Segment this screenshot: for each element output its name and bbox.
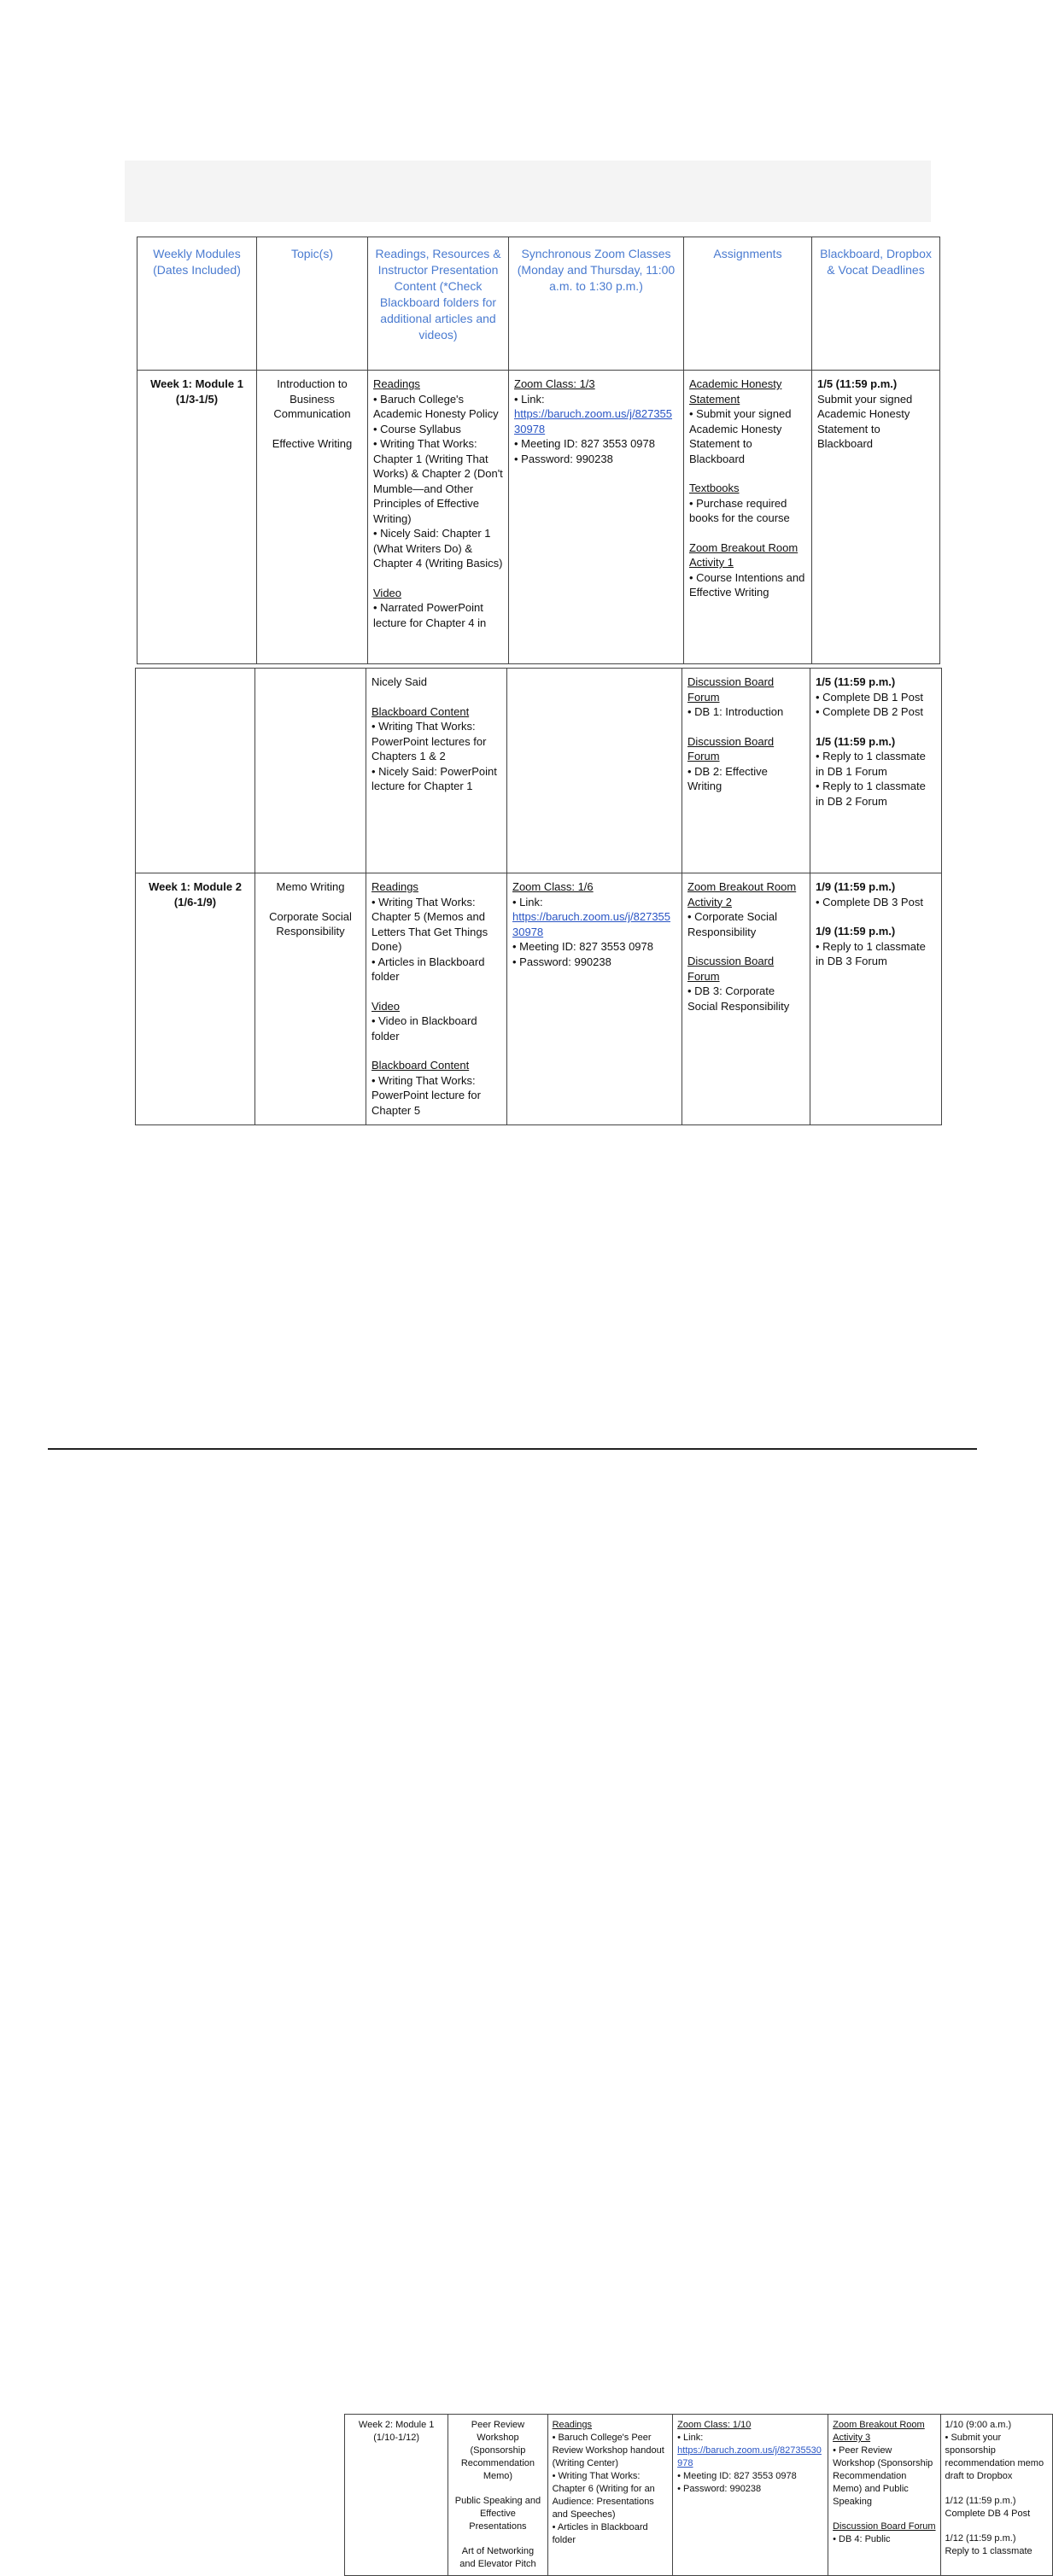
zoom-class-heading: Zoom Class: 1/3: [514, 377, 595, 390]
schedule-table-3: [344, 2414, 1053, 2576]
assignment-heading: Zoom Breakout Room Activity 3: [833, 2420, 925, 2443]
list-item: • Narrated PowerPoint lecture for Chapter 4 in: [373, 601, 487, 629]
assignment-heading: Discussion Board Forum: [687, 734, 775, 762]
meeting-id: • Meeting ID: 827 3553 0978: [514, 437, 656, 450]
zoom-cell: [507, 873, 682, 1125]
readings-heading: Readings: [552, 2420, 593, 2430]
module-cell: [345, 2415, 448, 2576]
deadline-date: 1/9 (11:59 p.m.): [816, 880, 896, 893]
deadlines-cell: [810, 873, 942, 1125]
table-row: [137, 371, 940, 664]
list-item: • Course Syllabus: [373, 422, 461, 435]
blackboard-content-heading: Blackboard Content: [371, 1059, 470, 1072]
list-item: • Video in Blackboard folder: [371, 1014, 477, 1043]
deadline-text: • Complete DB 3 Post: [816, 895, 923, 908]
assignment-heading: Zoom Breakout Room Activity 2: [687, 880, 797, 908]
deadline-text: • Submit your sponsorship recommendation memo draft to Dropbox: [945, 2433, 1044, 2481]
header-assignments: Assignments: [684, 237, 812, 371]
zoom-class-heading: Zoom Class: 1/10: [677, 2420, 752, 2430]
list-item: • Course Intentions and Effective Writing: [689, 570, 805, 599]
readings-heading: Readings: [371, 880, 418, 893]
deadlines-cell: [810, 669, 942, 873]
link-label: • Link:: [512, 895, 543, 908]
topic-cell: [257, 371, 368, 664]
readings-cell: [547, 2415, 673, 2576]
assignments-cell: [682, 873, 810, 1125]
video-heading: Video: [373, 586, 402, 599]
link-label: • Link:: [514, 392, 545, 406]
zoom-cell: [509, 371, 684, 664]
schedule-table-3-clip: [171, 1206, 1044, 2569]
deadline-date: 1/9 (11:59 p.m.): [816, 925, 896, 938]
list-item: • Articles in Blackboard folder: [552, 2522, 648, 2545]
list-item: • Submit your signed Academic Honesty Statement to Blackboard: [689, 407, 792, 465]
zoom-link[interactable]: https://baruch.zoom.us/j/82735530978: [514, 407, 673, 435]
link-label: • Link:: [677, 2433, 704, 2443]
zoom-cell: [507, 669, 682, 873]
list-item: • Writing That Works: PowerPoint lectures for Chapters 1 & 2: [371, 720, 487, 762]
list-item: • Writing That Works: Chapter 6 (Writing for an Audience: Presentations and Speeches): [552, 2471, 655, 2520]
list-item: • Nicely Said: PowerPoint lecture for Chapter 1: [371, 764, 497, 792]
assignment-heading: Zoom Breakout Room Activity 1: [689, 540, 799, 569]
schedule-table-2: [135, 668, 942, 1125]
deadline-text: • Reply to 1 classmate in DB 3 Forum: [816, 939, 926, 967]
deadline-text: • Reply to 1 classmate in DB 1 Forum: [816, 750, 926, 778]
header-row: [137, 237, 940, 371]
blackboard-content-heading: Blackboard Content: [371, 704, 470, 718]
list-item: • Writing That Works: Chapter 5 (Memos and Letters That Get Things Done): [371, 895, 488, 953]
deadline-text: • Complete DB 1 Post: [816, 690, 923, 704]
deadline-date: 1/10 (9:00 a.m.): [945, 2420, 1012, 2430]
readings-heading: Readings: [373, 377, 420, 390]
assignment-heading: Discussion Board Forum: [687, 955, 775, 983]
header-readings: Readings, Resources & Instructor Presentation Content (*Check Blackboard folders for additional articles and videos): [368, 237, 509, 371]
topic-cell: [448, 2415, 547, 2576]
header-topics: Topic(s): [257, 237, 368, 371]
readings-cell: [368, 371, 509, 664]
deadline-text: • Complete DB 2 Post: [816, 705, 923, 718]
list-item: Nicely Said: [371, 675, 428, 688]
table-row: [136, 873, 942, 1125]
deadline-date: 1/5 (11:59 p.m.): [816, 734, 896, 748]
topic-text: Memo Writing: [276, 880, 345, 893]
list-item: • DB 3: Corporate Social Responsibility: [687, 984, 790, 1013]
deadline-date: 1/5 (11:59 p.m.): [816, 675, 896, 688]
topic-cell: [255, 873, 366, 1125]
deadline-text: Reply to 1 classmate: [945, 2546, 1033, 2556]
list-item: • Purchase required books for the course: [689, 496, 790, 524]
zoom-cell: [673, 2415, 828, 2576]
module-cell: [136, 873, 255, 1125]
meeting-password: • Password: 990238: [512, 955, 611, 968]
list-item: • Peer Review Workshop (Sponsorship Recommendation Memo) and Public Speaking: [833, 2445, 933, 2507]
readings-cell: [366, 669, 507, 873]
assignment-heading: Textbooks: [689, 482, 740, 494]
list-item: • Baruch College's Peer Review Workshop handout (Writing Center): [552, 2433, 664, 2468]
topic-text: Peer Review Workshop (Sponsorship Recommendation Memo): [460, 2420, 535, 2481]
assignment-heading: Discussion Board Forum: [687, 675, 775, 704]
list-item: • Baruch College's Academic Honesty Policy: [373, 392, 499, 420]
module-label: Week 1: Module 2 (1/6-1/9): [149, 880, 242, 908]
schedule-table-1: [137, 237, 940, 664]
list-item: • Articles in Blackboard folder: [371, 955, 485, 983]
topic-text: Introduction to Business Communication: [273, 377, 351, 420]
grey-band: [125, 161, 931, 222]
deadlines-cell: [940, 2415, 1052, 2576]
page-bottom-rule: [48, 1448, 977, 1450]
deadline-date: 1/5 (11:59 p.m.): [817, 377, 898, 390]
assignments-cell: [682, 669, 810, 873]
video-heading: Video: [371, 999, 401, 1013]
assignment-heading: Discussion Board Forum: [833, 2521, 936, 2532]
topic-cell: [255, 669, 366, 873]
assignments-cell: [684, 371, 812, 664]
deadline-date: 1/12 (11:59 p.m.): [945, 2496, 1016, 2506]
topic-text: Effective Writing: [272, 436, 353, 450]
list-item: • DB 2: Effective Writing: [687, 764, 768, 792]
zoom-class-heading: Zoom Class: 1/6: [512, 880, 594, 893]
list-item: • DB 4: Public: [833, 2534, 891, 2544]
readings-cell: [366, 873, 507, 1125]
header-weekly-modules: Weekly Modules (Dates Included): [137, 237, 257, 371]
module-label: Week 1: Module 1 (1/3-1/5): [150, 377, 243, 406]
zoom-link[interactable]: https://baruch.zoom.us/j/82735530978: [677, 2445, 822, 2468]
meeting-id: • Meeting ID: 827 3553 0978: [677, 2471, 797, 2481]
list-item: • Writing That Works: PowerPoint lecture for Chapter 5: [371, 1073, 481, 1117]
deadline-text: Complete DB 4 Post: [945, 2509, 1031, 2519]
header-deadlines: Blackboard, Dropbox & Vocat Deadlines: [812, 237, 940, 371]
table-row: [136, 669, 942, 873]
deadline-text: • Reply to 1 classmate in DB 2 Forum: [816, 780, 926, 808]
zoom-link[interactable]: https://baruch.zoom.us/j/82735530978: [512, 910, 671, 938]
deadline-text: Submit your signed Academic Honesty Statement to Blackboard: [817, 392, 913, 450]
topic-text: Public Speaking and Effective Presentations: [454, 2496, 541, 2532]
module-cell: [137, 371, 257, 664]
topic-text: Art of Networking and Elevator Pitch: [459, 2546, 536, 2569]
header-zoom-classes: Synchronous Zoom Classes (Monday and Thursday, 11:00 a.m. to 1:30 p.m.): [509, 237, 684, 371]
meeting-password: • Password: 990238: [677, 2484, 762, 2494]
list-item: • Writing That Works: Chapter 1 (Writing That Works) & Chapter 2 (Don't Mumble—and Other Principles of Effective Writing): [373, 437, 503, 525]
assignment-heading: Academic Honesty Statement: [689, 377, 782, 406]
list-item: • DB 1: Introduction: [687, 705, 784, 718]
table-row: [345, 2415, 1053, 2576]
module-label: Week 2: Module 1 (1/10-1/12): [358, 2420, 435, 2443]
deadlines-cell: [812, 371, 940, 664]
list-item: • Nicely Said: Chapter 1 (What Writers Do) & Chapter 4 (Writing Basics): [373, 527, 503, 570]
meeting-password: • Password: 990238: [514, 452, 613, 465]
assignments-cell: [828, 2415, 940, 2576]
module-cell: [136, 669, 255, 873]
topic-text: Corporate Social Responsibility: [269, 909, 352, 938]
deadline-date: 1/12 (11:59 p.m.): [945, 2533, 1016, 2544]
list-item: • Corporate Social Responsibility: [687, 910, 777, 938]
meeting-id: • Meeting ID: 827 3553 0978: [512, 940, 654, 953]
